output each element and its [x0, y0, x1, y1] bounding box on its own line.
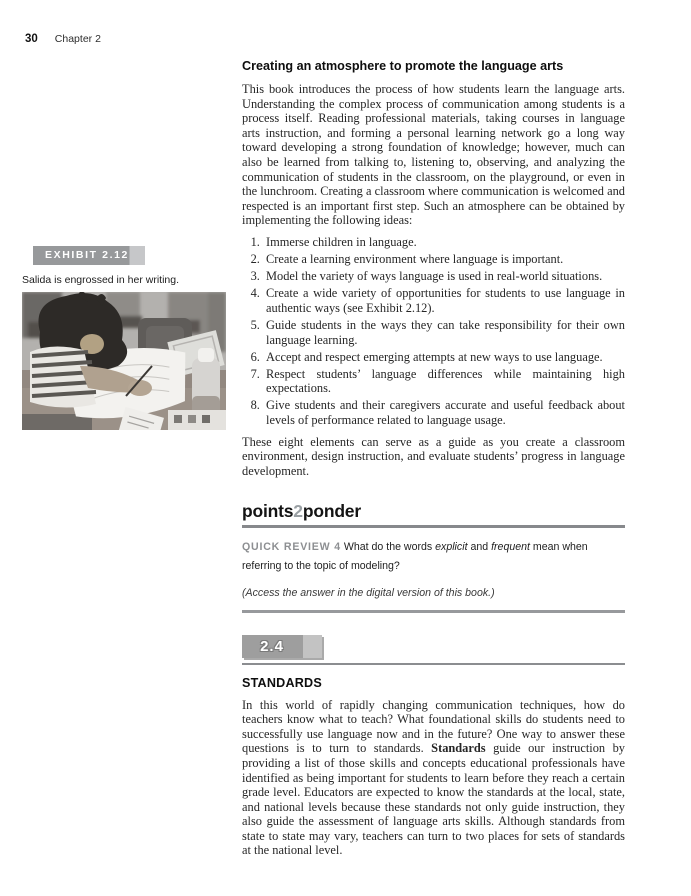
list-item: 3. Model the variety of ways language is used in real-world situations. — [263, 269, 625, 284]
list-item: 8. Give students and their caregivers accurate and useful feedback about levels of performance related to language usage. — [263, 398, 625, 427]
quick-review — [242, 538, 625, 577]
logo-ponder: ponder — [302, 501, 361, 522]
question-text: and — [467, 540, 492, 553]
rule-top — [242, 525, 625, 528]
standards-text: guide our instruction by providing a list of those skills and concepts educational professionals have identified as being important for students to learn before they reach a certain grade level. Educators are expected to know the standards at the local, state, and national levels because these standards not only guide instruction, they also guide the assessment of language arts skills. Although standards from state to state may vary, teachers can turn to two places for sets of standards at the national level. — [242, 741, 625, 858]
question-text: mean when referring to the topic of modeling? — [242, 540, 588, 573]
page-number: 30 — [25, 33, 38, 45]
exhibit-column — [22, 245, 228, 430]
ideas-list — [242, 235, 625, 428]
points2ponder-section — [242, 501, 625, 612]
list-item: 2. Create a learning environment where language is important. — [263, 252, 625, 267]
standards-keyword: Standards — [431, 741, 486, 756]
access-note: (Access the answer in the digital version of this book.) — [242, 587, 495, 600]
question-term: frequent — [491, 540, 530, 553]
section-heading: Creating an atmosphere to promote the language arts — [242, 59, 564, 73]
page-header — [25, 33, 101, 45]
exhibit-caption: Salida is engrossed in her writing. — [22, 274, 179, 286]
closing-paragraph: These eight elements can serve as a guide as you create a classroom environment, design instruction, and evaluate students’ progress in language development. — [242, 434, 625, 478]
question-text: What do the words — [340, 540, 436, 553]
standards-text: In this world of rapidly changing communication techniques, how do teachers know what to teach? What foundational skills do students need to successfully use language now and in the future? One way to answer these questions is to turn to standards. — [242, 697, 625, 756]
list-item: 6. Accept and respect emerging attempts at new ways to use language. — [263, 350, 625, 365]
list-item: 1. Immerse children in language. — [263, 235, 625, 250]
chapter-label: Chapter 2 — [54, 33, 101, 45]
list-item: 4. Create a wide variety of opportunities for students to use language in authentic ways (see Exhibit 2.12). — [263, 286, 625, 315]
exhibit-badge: EXHIBIT 2.12 — [33, 246, 145, 265]
section-rule — [242, 663, 625, 665]
logo-points: points — [242, 501, 294, 522]
question-term: explicit — [435, 540, 468, 553]
standards-heading: STANDARDS — [242, 675, 322, 690]
quick-review-label: QUICK REVIEW 4 — [242, 540, 341, 553]
list-item: 7. Respect students’ language differences while maintaining high expectations. — [263, 367, 625, 396]
points2ponder-logo — [242, 501, 625, 522]
photo-worksheet — [168, 410, 226, 430]
section-number-badge: 2.4 — [242, 635, 322, 658]
list-item: 5. Guide students in the ways they can take responsibility for their own language learning. — [263, 318, 625, 347]
standards-section — [242, 635, 625, 859]
standards-paragraph — [242, 698, 625, 859]
main-column — [242, 59, 625, 858]
intro-paragraph: This book introduces the process of how students learn the language arts. Understanding the complex process of communication among students is a process itself. Reading professional materials, taking courses in language arts instruction, and forming a personal learning network go a long way toward developing a strong foundation of knowledge; however, much can also be learned from talking to, listening to, observing, and analyzing the communication of students in the classroom, on the playground, or even in the lunchroom. Creating a classroom where communication is welcomed and respected is an important first step. Such an atmosphere can be obtained by implementing the following ideas: — [242, 82, 625, 228]
exhibit-photo — [22, 292, 226, 430]
logo-two: 2 — [293, 501, 303, 522]
rule-bottom — [242, 610, 625, 613]
